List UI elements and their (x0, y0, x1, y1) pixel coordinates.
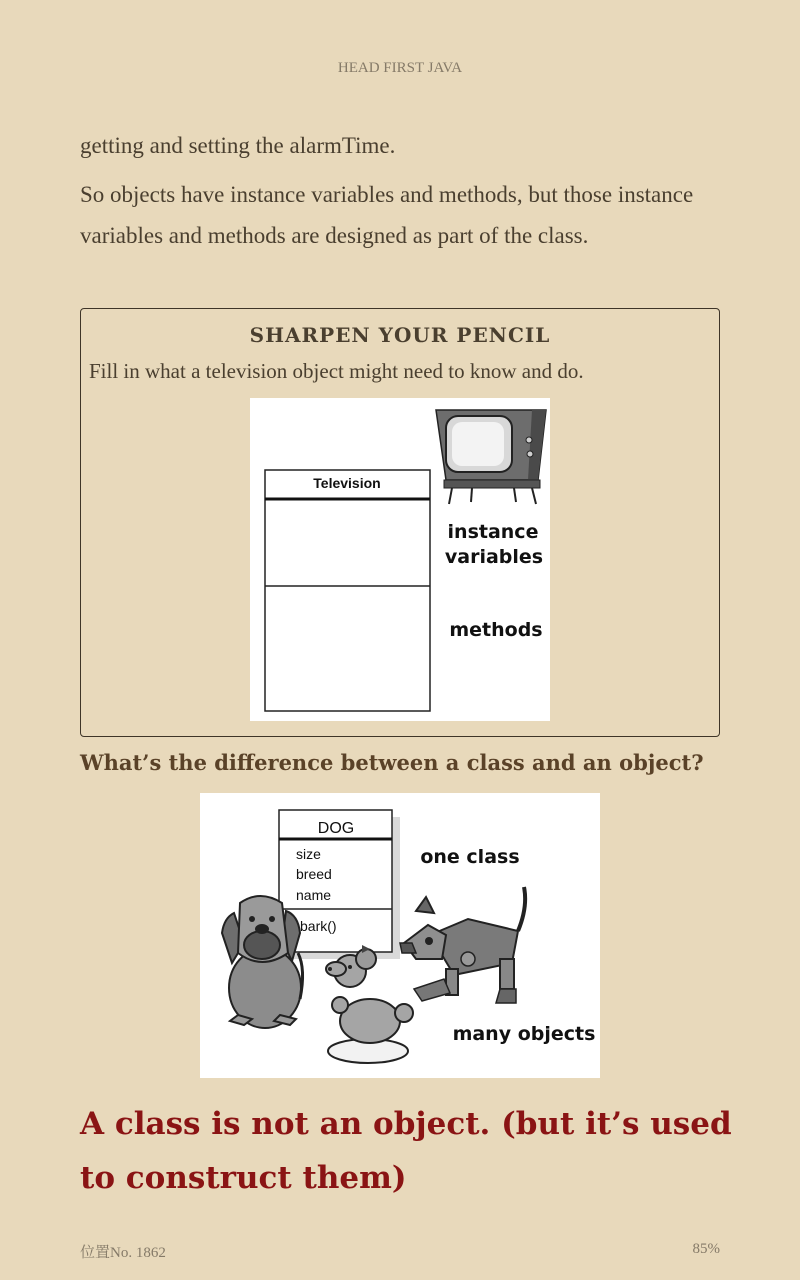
class-box-outline (265, 470, 430, 711)
label-many-objects: many objects (452, 1023, 596, 1045)
sharpen-your-pencil-box (80, 308, 720, 737)
body-paragraph-1: getting and setting the alarmTime. (80, 133, 396, 158)
reading-progress: 85% (692, 1241, 720, 1257)
poodle-dog-icon (326, 945, 413, 1063)
bloodhound-dog-icon (222, 896, 303, 1028)
television-class-figure (250, 398, 550, 721)
dog-field-size: size (296, 846, 321, 862)
body-paragraph-2: So objects have instance variables and methods, but those instance variables and methods are designed as part of the class. (80, 182, 694, 248)
television-diagram (250, 398, 550, 721)
sharpen-title: SHARPEN YOUR PENCIL (249, 323, 551, 347)
label-one-class: one class (420, 846, 520, 868)
label-methods: methods (449, 619, 543, 641)
dog-field-breed: breed (296, 866, 332, 882)
dog-class-name: DOG (317, 820, 355, 837)
sharpen-instruction: Fill in what a television object might need to know and do. (89, 359, 584, 383)
book-title-header: HEAD FIRST JAVA (337, 60, 463, 76)
location-indicator: 位置No. 1862 (80, 1245, 166, 1261)
robot-dog-icon (400, 887, 525, 1003)
dog-field-name: name (296, 887, 332, 903)
dog-class-figure (200, 793, 600, 1078)
label-variables: variables (444, 546, 544, 568)
section-question: What’s the difference between a class and an object? (80, 750, 704, 775)
dog-method-bark: bark() (300, 918, 337, 934)
label-instance: instance (447, 521, 539, 543)
section-headline: A class is not an object. (but it’s used to construct them) (80, 1106, 732, 1196)
television-icon (436, 410, 546, 504)
dog-diagram (200, 793, 600, 1078)
tv-class-name: Television (313, 475, 381, 491)
